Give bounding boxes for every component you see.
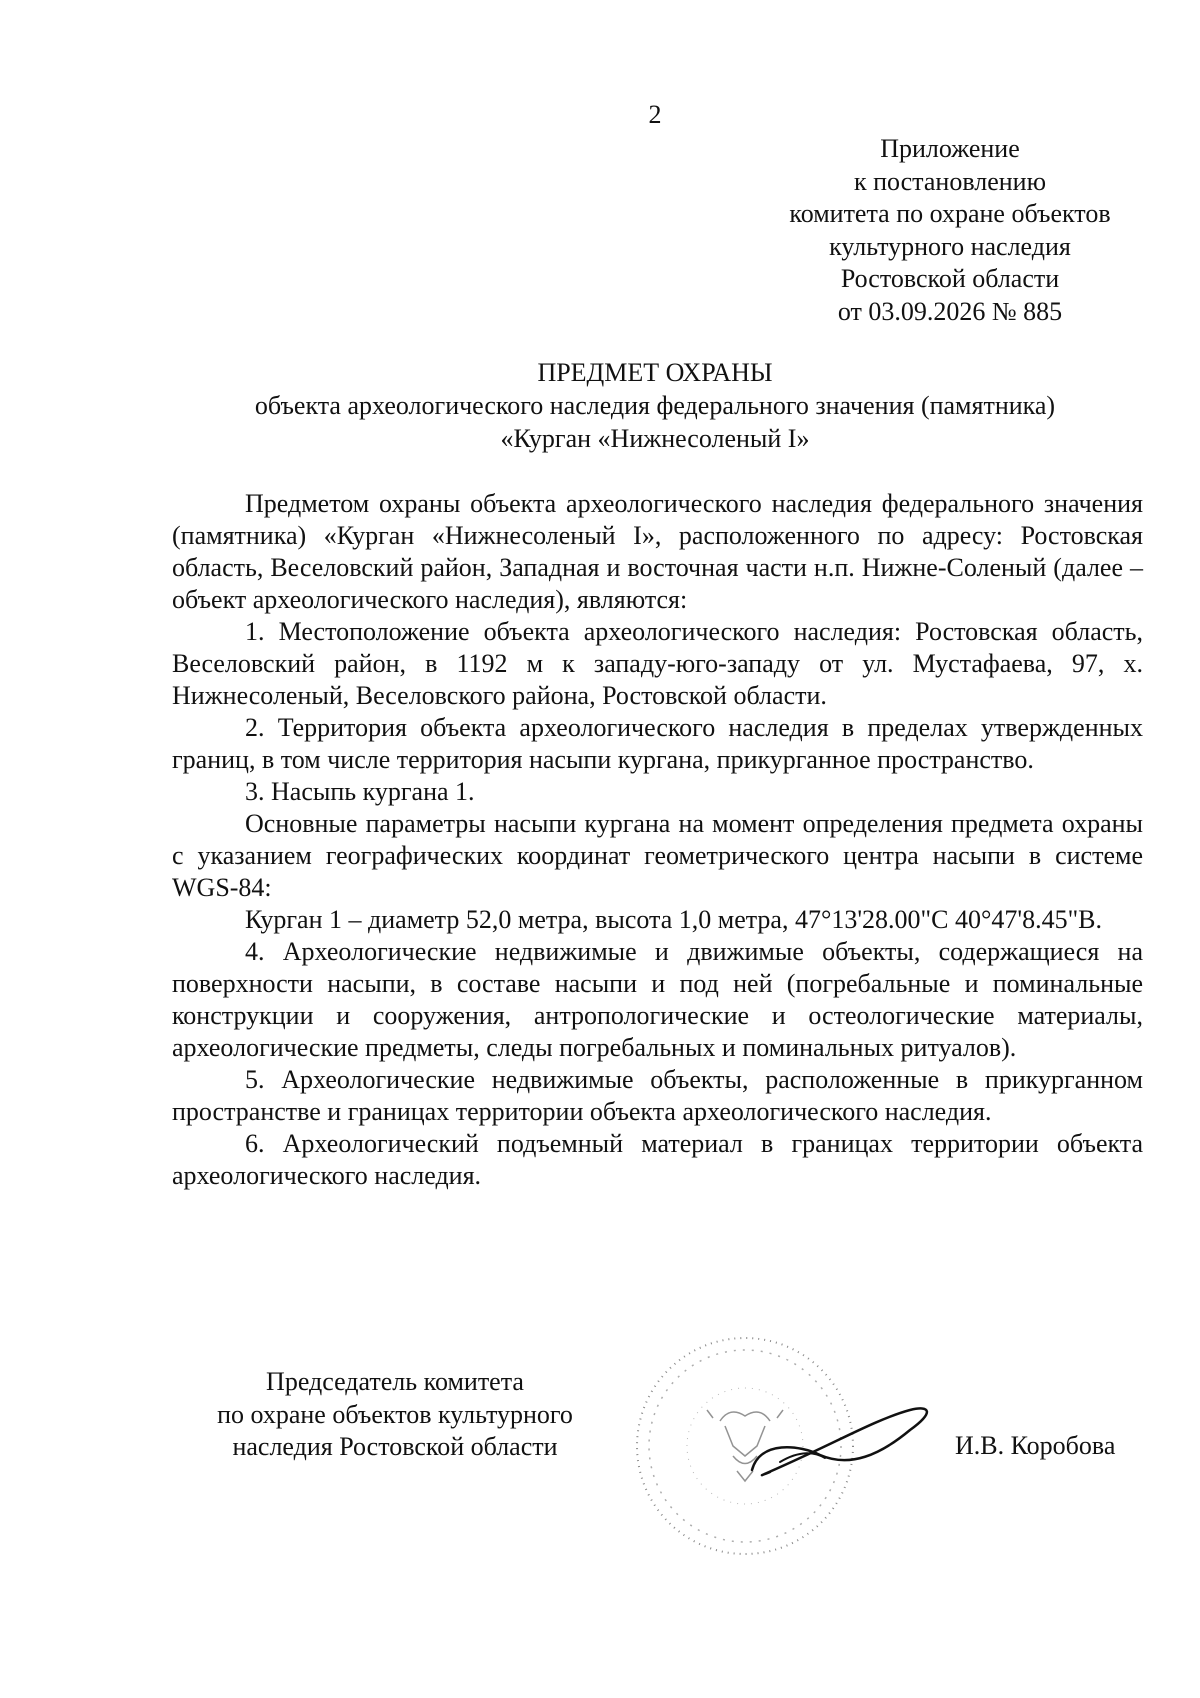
- body-paragraph: 6. Археологический подъемный материал в границах территории объекта археологического наследия.: [172, 1129, 1143, 1190]
- body-paragraph: 2. Территория объекта археологического наследия в пределах утвержденных границ, в том числе территория насыпи кургана, прикурганное пространство.: [172, 713, 1143, 774]
- body-paragraph: Основные параметры насыпи кургана на момент определения предмета охраны с указанием географических координат геометрического центра насыпи в системе WGS-84:: [172, 809, 1143, 902]
- annex-header: [630, 133, 1200, 328]
- body-paragraph: 4. Археологические недвижимые и движимые объекты, содержащиеся на поверхности насыпи, в составе насыпи и под ней (погребальные и поминальные конструкции и сооружения, антропологические и остеологические материалы, археологические предметы, следы погребальных и поминальных ритуалов).: [172, 937, 1143, 1062]
- annex-date-number: от 03.09.2026 № 885: [837, 296, 1063, 326]
- annex-line: культурного наследия: [829, 231, 1071, 261]
- body-paragraph: 5. Археологические недвижимые объекты, расположенные в прикурганном пространстве и границах территории объекта археологического наследия.: [172, 1065, 1143, 1126]
- body-paragraph: 1. Местоположение объекта археологического наследия: Ростовская область, Веселовский район, в 1192 м к западу-юго-западу от ул. Мустафаева, 97, х. Нижнесоленый, Веселовского района, Ростовской области.: [172, 617, 1143, 710]
- title-heading: ПРЕДМЕТ ОХРАНЫ: [537, 358, 773, 387]
- document-title: [170, 356, 1140, 455]
- title-object-name: «Курган «Нижнесоленый I»: [500, 424, 810, 453]
- title-subtitle: объекта археологического наследия федерального значения (памятника): [254, 391, 1056, 420]
- signatory-title-line: наследия Ростовской области: [232, 1432, 558, 1461]
- body-paragraph: Предметом охраны объекта археологического наследия федерального значения (памятника) «Курган «Нижнесоленый I», расположенного по адресу: Ростовская область, Веселовский район, Западная и восточная части н.п. Нижне-Соленый (далее – объект археологического наследия), являются:: [172, 489, 1143, 614]
- annex-line: комитета по охране объектов: [789, 199, 1111, 228]
- annex-line: Приложение: [880, 134, 1020, 163]
- annex-line: Ростовской области: [840, 264, 1060, 293]
- body-paragraph: 3. Насыпь кургана 1.: [245, 777, 475, 806]
- annex-line: к постановлению: [853, 166, 1047, 196]
- signatory-title-line: по охране объектов культурного: [217, 1399, 573, 1429]
- page-number: 2: [648, 100, 662, 129]
- document-body: [172, 488, 1143, 1192]
- signatory-title: [170, 1366, 620, 1464]
- signatory-name: И.В. Коробова: [955, 1431, 1116, 1460]
- body-paragraph: Курган 1 – диаметр 52,0 метра, высота 1,0 метра, 47°13'28.00"С 40°47'8.45"В.: [245, 905, 1103, 934]
- handwritten-signature: [740, 1400, 940, 1490]
- signatory-title-line: Председатель комитета: [266, 1367, 524, 1396]
